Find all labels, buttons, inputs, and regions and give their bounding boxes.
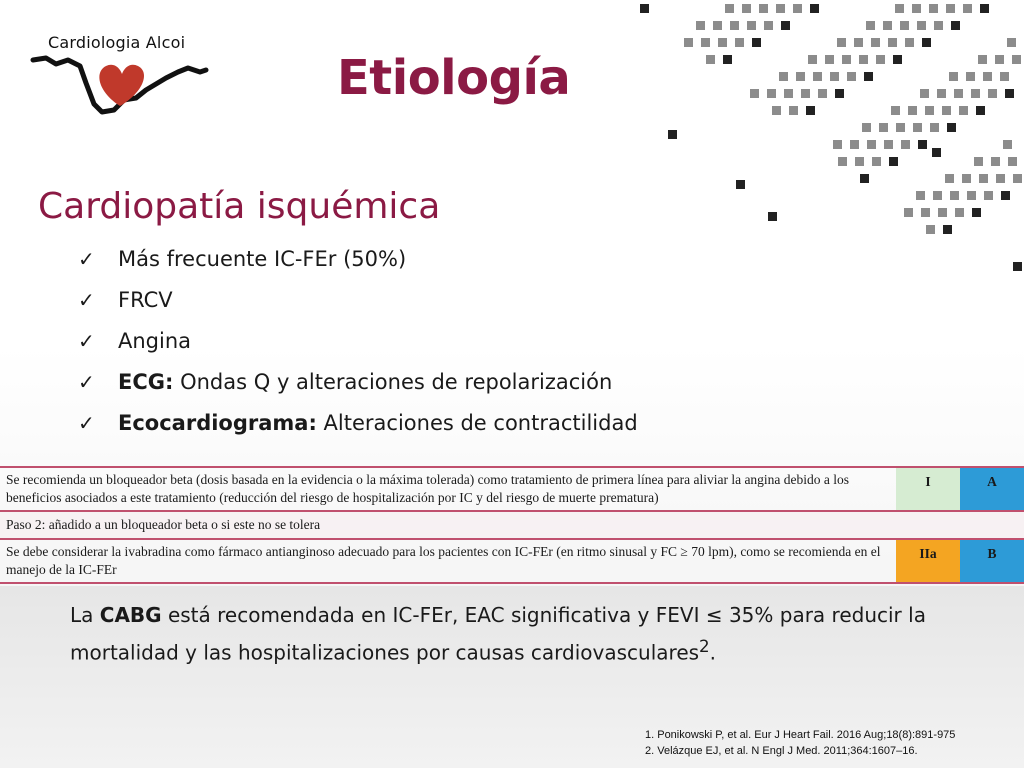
pattern-square [855, 157, 864, 166]
pattern-square [943, 225, 952, 234]
table-row [0, 467, 1024, 511]
class-badge: IIa [896, 539, 960, 583]
pattern-square [913, 123, 922, 132]
pattern-square [917, 21, 926, 30]
pattern-square [835, 89, 844, 98]
pattern-square [905, 38, 914, 47]
logo [28, 30, 213, 125]
pattern-square [871, 38, 880, 47]
step-label: Paso 2: añadido a un bloqueador beta o si este no se tolera [0, 511, 896, 539]
pattern-square [796, 72, 805, 81]
recommendation-table [0, 466, 1024, 584]
pattern-square [725, 4, 734, 13]
reference-item: 2. Velázque EJ, et al. N Engl J Med. 2011;364:1607–16. [645, 745, 918, 757]
pattern-square [946, 4, 955, 13]
pattern-square [813, 72, 822, 81]
pattern-square [1001, 191, 1010, 200]
checkmark-icon: ✓ [78, 370, 95, 394]
pattern-square [833, 140, 842, 149]
table-row [0, 539, 1024, 583]
pattern-square [984, 191, 993, 200]
pattern-square [750, 89, 759, 98]
pattern-square [825, 55, 834, 64]
pattern-square [1003, 140, 1012, 149]
pattern-square [925, 106, 934, 115]
pattern-square [889, 157, 898, 166]
pattern-square [768, 212, 777, 221]
list-item: ✓ Angina [78, 326, 638, 367]
pattern-square [1013, 262, 1022, 271]
pattern-square [859, 55, 868, 64]
pattern-square [713, 21, 722, 30]
pattern-square [904, 208, 913, 217]
list-item: ✓ ECG: Ondas Q y alteraciones de repolarización [78, 367, 638, 408]
pattern-square [996, 174, 1005, 183]
pattern-square [806, 106, 815, 115]
heart-icon [28, 48, 213, 128]
pattern-square [932, 148, 941, 157]
pattern-square [640, 4, 649, 13]
pattern-square [1007, 38, 1016, 47]
pattern-square [891, 106, 900, 115]
pattern-square [735, 38, 744, 47]
pattern-square [883, 21, 892, 30]
pattern-square [808, 55, 817, 64]
pattern-square [752, 38, 761, 47]
slide-title: Etiología [337, 50, 571, 106]
pattern-square [696, 21, 705, 30]
pattern-square [866, 21, 875, 30]
pattern-square [837, 38, 846, 47]
pattern-square [779, 72, 788, 81]
pattern-square [933, 191, 942, 200]
pattern-square [736, 180, 745, 189]
pattern-square [1000, 72, 1009, 81]
pattern-square [718, 38, 727, 47]
pattern-square [864, 72, 873, 81]
pattern-square [668, 130, 677, 139]
pattern-square [971, 89, 980, 98]
pattern-square [950, 191, 959, 200]
pattern-square [945, 174, 954, 183]
pattern-square [922, 38, 931, 47]
pattern-square [916, 191, 925, 200]
pattern-square [879, 123, 888, 132]
pattern-square [942, 106, 951, 115]
pattern-square [1013, 174, 1022, 183]
pattern-square [972, 208, 981, 217]
pattern-square [764, 21, 773, 30]
pattern-square [723, 55, 732, 64]
pattern-square [884, 140, 893, 149]
pattern-square [830, 72, 839, 81]
pattern-square [947, 123, 956, 132]
checkmark-icon: ✓ [78, 247, 95, 271]
logo-text: Cardiologia Alcoi [48, 33, 186, 52]
pattern-square [888, 38, 897, 47]
pattern-square [706, 55, 715, 64]
pattern-square [926, 225, 935, 234]
pattern-square [772, 106, 781, 115]
bullet-list [78, 244, 638, 449]
pattern-square [900, 21, 909, 30]
pattern-square [937, 89, 946, 98]
pattern-square [742, 4, 751, 13]
pattern-square [872, 157, 881, 166]
pattern-square [995, 55, 1004, 64]
pattern-square [850, 140, 859, 149]
checkmark-icon: ✓ [78, 288, 95, 312]
pattern-square [951, 21, 960, 30]
pattern-square [896, 123, 905, 132]
pattern-square [978, 55, 987, 64]
pattern-square [895, 4, 904, 13]
reference-item: 1. Ponikowski P, et al. Eur J Heart Fail. 2016 Aug;18(8):891-975 [645, 729, 956, 741]
pattern-square [862, 123, 871, 132]
pattern-square [789, 106, 798, 115]
recommendation-text: Se recomienda un bloqueador beta (dosis basada en la evidencia o la máxima tolerada) como tratamiento de primera línea para aliviar la angina debido a los beneficios asociados a este tratamiento (reducción del riesgo de hospitalización por IC y del riesgo de muerte prematura) [0, 467, 896, 511]
pattern-square [767, 89, 776, 98]
list-item: ✓ Más frecuente IC-FEr (50%) [78, 244, 638, 285]
pattern-square [867, 140, 876, 149]
pattern-square [730, 21, 739, 30]
pattern-square [988, 89, 997, 98]
pattern-square [974, 157, 983, 166]
pattern-square [991, 157, 1000, 166]
pattern-square [983, 72, 992, 81]
list-item: ✓ Ecocardiograma: Alteraciones de contractilidad [78, 408, 638, 449]
level-badge: A [960, 467, 1024, 511]
pattern-square [838, 157, 847, 166]
pattern-square [976, 106, 985, 115]
pattern-square [980, 4, 989, 13]
pattern-square [920, 89, 929, 98]
pattern-square [893, 55, 902, 64]
pattern-square [908, 106, 917, 115]
pattern-square [963, 4, 972, 13]
pattern-square [938, 208, 947, 217]
pattern-square [918, 140, 927, 149]
pattern-square [684, 38, 693, 47]
level-badge: B [960, 539, 1024, 583]
pattern-square [860, 174, 869, 183]
pattern-square [930, 123, 939, 132]
pattern-square [793, 4, 802, 13]
pattern-square [912, 4, 921, 13]
table-row [0, 511, 1024, 539]
pattern-square [801, 89, 810, 98]
pattern-square [876, 55, 885, 64]
pattern-square [847, 72, 856, 81]
cabg-note: La CABG está recomendada en IC-FEr, EAC significativa y FEVI ≤ 35% para reducir la mortalidad y las hospitalizaciones por causas cardiovasculares$^2$. [70, 603, 926, 665]
pattern-square [929, 4, 938, 13]
pattern-square [966, 72, 975, 81]
class-badge: I [896, 467, 960, 511]
pattern-square [747, 21, 756, 30]
pattern-square [979, 174, 988, 183]
pattern-square [810, 4, 819, 13]
pattern-square [759, 4, 768, 13]
pattern-square [818, 89, 827, 98]
pattern-square [962, 174, 971, 183]
references [645, 727, 955, 759]
pattern-square [967, 191, 976, 200]
pattern-square [776, 4, 785, 13]
pattern-square [1005, 89, 1014, 98]
checkmark-icon: ✓ [78, 411, 95, 435]
list-item: ✓ FRCV [78, 285, 638, 326]
pattern-square [949, 72, 958, 81]
pattern-square [781, 21, 790, 30]
pattern-square [934, 21, 943, 30]
pattern-square [784, 89, 793, 98]
recommendation-text: Se debe considerar la ivabradina como fármaco antianginoso adecuado para los pacientes con IC-FEr (en ritmo sinusal y FC ≥ 70 lpm), como se recomienda en el manejo de la IC-FEr [0, 539, 896, 583]
pattern-square [921, 208, 930, 217]
pattern-square [1012, 55, 1021, 64]
pattern-square [901, 140, 910, 149]
pattern-square [1008, 157, 1017, 166]
section-subtitle: Cardiopatía isquémica [38, 186, 441, 227]
pattern-square [842, 55, 851, 64]
pattern-square [955, 208, 964, 217]
pattern-square [854, 38, 863, 47]
checkmark-icon: ✓ [78, 329, 95, 353]
pattern-square [954, 89, 963, 98]
pattern-square [701, 38, 710, 47]
pattern-square [959, 106, 968, 115]
